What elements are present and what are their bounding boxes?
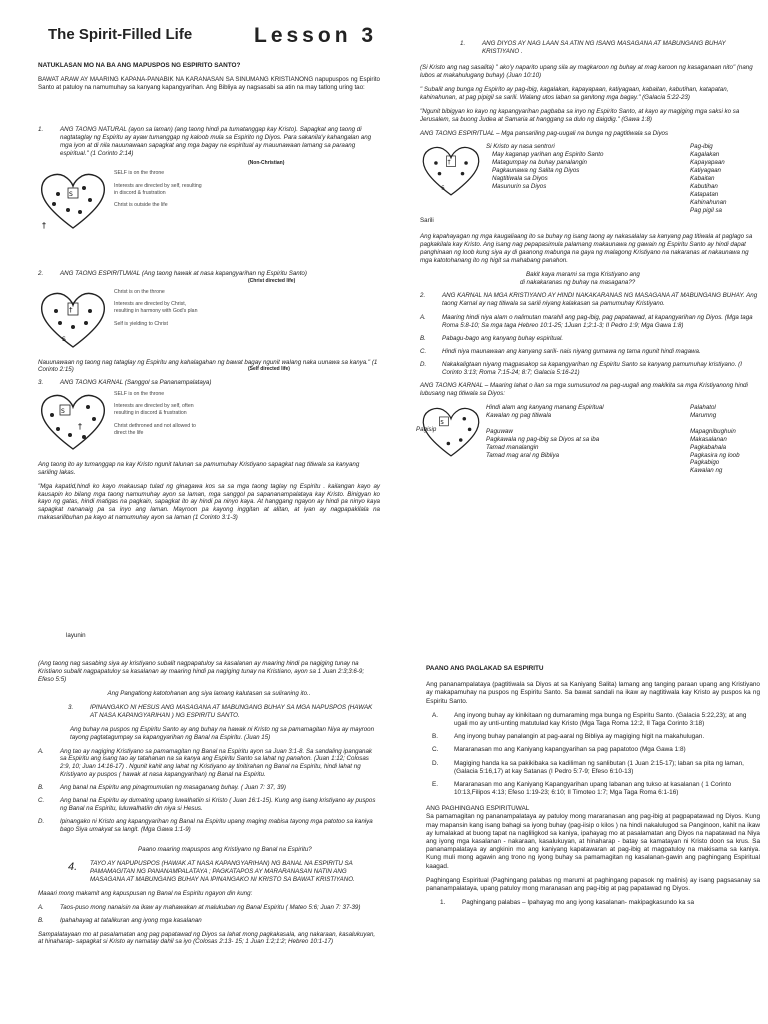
karnal-heading: ANG TAONG KARNAL – Maaring lahat o ilan sa mga sumusunod na pag-uugali ang makikita sa mga Kristiyanong hindi lubusang nag titiwala sa Diyos: [420, 381, 748, 397]
heart-diagram-natural [38, 170, 380, 232]
left-bottom-column [38, 660, 380, 952]
quote-juan: (Si Kristo ang nag sasalita) " ako'y naparito upang sila ay magkaroon ng buhay at mag karoon ng kasaganaan nito" (nang lubos at makahulugang buhay) (Juan 10:10) [420, 63, 753, 79]
svg-text:†: † [447, 159, 451, 167]
karnal-point-d: D. Nakakaligtaan niyang magpasakop sa kapangyarihan ng Espiritu Santo sa kanyang pamumuhay kristiyano. (I Corinto 3:13; Roma 7:15-24; 8:7; Galacia 5:16-21) [420, 361, 742, 376]
rb-point-b: B. Ang inyong buhay panalangin at pag-aaral ng Bibliya ay magiging higit na makahulugan. [432, 733, 705, 741]
question-center-2: di nakakaranas ng buhay na masagana?? [520, 278, 636, 286]
svg-text:†: † [69, 305, 73, 314]
item-natural: 1. ANG TAONG NATURAL (ayon sa laman) (ang taong hindi pa tumatanggap kay Kristo). Sapagkat ang taong di nagtataglay ng Espiritu ay ayaw tumanggap ng kaloob mula sa Espirito ng Diyos. Para sakanila'y kahangalan ang mga iyon at di nila nauunawaan sapagkat ang mga bagay na espiritual ay mauunawaan lamang sa paraang espiritual." (1 Corinto 2:14) [38, 126, 380, 158]
rb-point-a: A. Ang inyong buhay ay kinikitaan ng dumaraming mga bunga ng Espiritu Santo. (Galacia 5:22,23); at ang ugali mo ay unti-unting matutulad kay Kristo (Mga Taga Roma 12:2, II Taga Corinto 3:18) [432, 711, 747, 727]
item2-after: Nauunawaan ng taong nag tataglay ng Espiritu ang kahalagahan ng bawat bagay ngunit walang naka uunawa sa kanya." (1 Corinto 2:15) [38, 358, 378, 374]
item-espirituwal: 2. ANG TAONG ESPIRITUWAL (Ang taong hawak at nasa kapangyarihan ng Espiritu Santo) [38, 270, 307, 278]
right-item2: 2. ANG KARNAL NA MGA KRISTIYANO AY HINDI NAKAKARANAS NG MASAGANA AT MABUNGANG BUHAY. Ang taong Karnal ay nag titiwala sa sarili niyang kalakasan sa pamumuhay Kristiyano. [420, 292, 758, 308]
left-top-column [38, 62, 380, 528]
right-item1: 1. ANG DIYOS AY NAG LAAN SA ATIN NG ISANG MASAGANA AT MABUNGANG BUHAY KRISTIYANO . [460, 40, 726, 55]
rb-paghinga2: Paghingang Espiritual (Paghingang palabas ng marumi at paghingang papasok ng malinis) ay isang pagsasanay sa pananampalataya, upang patuloy mong maranasan ang pag-ibig at pag papatawad ng Diyos. [426, 876, 760, 892]
lb-item3-para: Ang buhay na puspos ng Espiritu Santo ay ang buhay na hawak ni Kristo ng sa pamamagitan Niya ay mayroon tayong pagtatagumpay sa kapangyarihan ng Banal na Espiritu. (Juan 15) [70, 725, 375, 741]
quote-gawa: "Ngunit bibigyan ko kayo ng kapangyarihan pagbaba sa inyo ng Espirito Santo, at kayo ay magiging mga saksi ko sa Jerusalem, sa buong Judea at Samaria at hanggang sa dulo ng daigdig." (Gawa 1:8) [420, 107, 740, 123]
lb-centered: Ang Pangatlong katotohanan ang siya lamang kalutasan sa suliraning ito.. [107, 689, 311, 697]
quote-galacia: " Subalit ang bunga ng Espirito ay pag-ibig, kagalakan, kapayapaan, katiyagaan, kabaitan, kabutihan, katapatan, kahinahunan, at pag pipigil sa sarili. Walang utos laban sa ganitong mga bagay." (Galacia 5:22-23) [420, 85, 729, 101]
svg-text:S: S [440, 419, 444, 426]
lb-point-d: D. Ipinangako ni Kristo ang kapangyarihan ng Banal na Espiritu upang maging mabisa tayong mga patotoo sa kaniya bago Siya umakyat sa langit. (Mga Gawa 1:1-9) [38, 818, 373, 833]
heart-diagram-carnal [38, 391, 380, 453]
heart-spiritual-labels: Christ is on the throne Interests are directed by Christ, resulting in harmony with God's plan Self is yielding to Christ [114, 288, 198, 327]
heart-natural-icon [38, 170, 108, 232]
right-top-column [416, 40, 760, 475]
heart-natural-labels: SELF is on the throne Interests are directed by self, resulting in discord & frustration Christ is outside the life [114, 170, 202, 209]
lb-item3: 3. IPINANGAKO NI HESUS ANG MASAGANA AT MABUNGANG BUHAY SA MGA NAPUSPOS (HAWAK AT NASA KAPANGYARIHAN ) NG ESPIRITU SANTO. [68, 703, 373, 719]
section-question: NATUKLASAN MO NA BA ANG MAPUSPOS NG ESPIRITO SANTO? [38, 62, 241, 69]
sarili-label: Sarili [420, 216, 434, 224]
lb-last: Sampalatayaan mo at pasalamatan ang pag papatawad ng Diyos sa lahat mong pagkakasala, ang nakaraan, kasalukuyan, at hinaharap- sapagkat si Kristo ay namatay dahil sa iyo (Colosas 2:13- 15; 1 Juan 1:2;1:2; Hebreo 10:1-17) [38, 930, 376, 946]
spirit-traits: Si Kristo ay nasa sentrori May kaganap yarihan ang Espirito Santo Matagumpay na buhay panalangin Pagkaunawa ng Salita ng Diyos Nagtitiwala sa Diyos Masunurin sa Diyos [486, 143, 604, 191]
lb-item4: 4. TAYO AY NAPUPUSPOS (HAWAK AT NASA KAPANGYARIHAN) NG BANAL NA ESPIRITU SA PAMAMAGITAN NG PANANAMPALATAYA ; PAGKATAPOS AY MARARANASAN NATIN ANG MASAGANA AT MABUNGANG BUHAY NA IPINANGAKO NI KRISTO SA BAWAT KRISTIYANO. [68, 859, 355, 883]
tag-self-directed: (Self directed life) [248, 366, 290, 373]
document-title: The Spirit-Filled Life [48, 26, 193, 43]
svg-text:†: † [78, 421, 82, 431]
carnal-fruits: Palahatol Marumng Mapagnibughuin Makasalanan Pagkabahala Pagkasira ng loob Pagkabigo Kawalan ng [690, 403, 740, 475]
svg-text:†: † [42, 221, 46, 231]
heart-spiritual-small-icon [420, 143, 482, 199]
lesson-heading: Lesson 3 [254, 24, 378, 47]
rb-point-d: D. Magiging handa ka sa pakikibaka sa kadiliman ng sanlibutan (1 Juan 2:15-17); laban sa pita ng laman, (Galacia 5:16,17) at kay Satanas (I Pedro 5:7-9; Efeso 6:10-13) [432, 759, 744, 775]
heart-diagram-spiritual [38, 289, 380, 351]
item3-after: Ang taong ito ay tumanggap na kay Kristo ngunit talunan sa pamumuhay Kristiyano sapagkat nag titiwala sa kanyang sariling lakas. [38, 460, 360, 476]
tag-non-christian: (Non-Christian) [248, 159, 285, 166]
carnal-traits: Hindi alam ang kanyang manang Espiritual Kawalan ng pag titiwala Paguwaw Pagkawala ng pag-ibig sa Diyos at sa iba Tamad manalangin Tamad mag aral ng Bibliya [486, 403, 604, 459]
rb-point-c: C. Mararanasan mo ang Kaniyang kapangyarihan sa pag papatotoo (Mga Gawa 1:8) [432, 746, 686, 754]
pagisip-label: Pagisip [416, 425, 437, 433]
lb-intro: (Ang taong nag sasabing siya ay kristiyano subalit nagpapatuloy sa kasalanan ay maaring hindi pa nagiging tunay na Kristiano subalit nagpapatuloy sa kasalanan ay maaring hindi pa nagiging tunay na Kristiano, ayon sa 1 Juan 2:3;3:6-9; Efeso 5:5) [38, 660, 365, 683]
karnal-point-c: C. Hindi niya maunawaan ang kanyang sarili- nais niyang gumawa ng tama ngunit hindi magawa. [420, 348, 701, 356]
spirit-fruits: Pag-ibig Kagalakan Kapayapaan Katiyagaan Kabaitan Kabutihan Katapatan Kahinahunan Pag pigil sa [690, 143, 727, 214]
lb2-point-a: A. Taos-puso mong nanaisin na ikaw ay mahawakan at malukuban ng Banal Espiritu ( Mateo 5:6; Juan 7: 37-39) [38, 903, 361, 911]
lb-ngayon: Maaari mong makamit ang kapuspusan ng Banal na Espiritu ngayon din kung: [38, 889, 253, 897]
lb-question: Paano maaring mapuspos ang Kristiyano ng Banal na Espiritu? [138, 845, 312, 853]
karnal-point-a: A. Maaring hindi niya alam o nalimutan marahil ang pag-ibig, pag papatawad, at kapangyarihan ng Diyos. (Mga taga Roma 5:8-10; Sa mga taga Hebreo 10:1-25; 1Juan 1;2:1-3; II Pedro 1:9; Mga Gawa 1:8) [420, 314, 753, 330]
rb-paghinga-heading: ANG PAGHINGANG ESPIRITUWAL [426, 805, 530, 813]
rb-last: 1. Paghingang palabas – Ipahayag mo ang iyong kasalanan- makipagkasundo ka sa [440, 899, 695, 907]
right-bottom-column [426, 665, 760, 912]
rb-heading: PAANO ANG PAGLAKAD SA ESPIRITU [426, 665, 544, 672]
footer-word: layunin [66, 632, 86, 639]
espiritual-heading: ANG TAONG ESPIRITUAL – Mga pansariling pag-uugali na bunga ng pagtitiwala sa Diyos [420, 129, 669, 137]
carnal-diagram [416, 403, 760, 476]
item-natural-text: ANG TAONG NATURAL (ayon sa laman) (ang taong hindi pa tumatanggap kay Kristo). Sapagkat ang taong di nagtataglay ng Espiritu ay ayaw tumanggap ng kaloob mula sa Espirito ng Diyos. Para sakanila'y kahangalan ang mga iyon at di nila nauunawaan sapagkat ang mga bagay na espiritual ay mauunawaan lamang sa paraang espiritual." (1 Corinto 2:14) [60, 126, 372, 157]
question-center-1: Bakit kaya marami sa mga Kristiyano ang [526, 270, 640, 278]
svg-text:S: S [441, 186, 445, 193]
spiritual-diagram [420, 143, 760, 214]
tag-christ-directed: (Christ directed life) [248, 278, 296, 285]
espiritual-paragraph: Ang kapahayagan ng mga kaugaliaang ito sa buhay ng isang taong ay nakasalalay sa kanyang pag titiwala at paglago sa pagkakilala kay Kristo. Ang isang nag pepapasimula palamang makaunawa ng gawain ng Espiritu Santo ay hindi dapat panghinaan ng loob kung siya ay di gaanong mabunga na gaya ng malagong Kristiyano na nakaranas at nakaunawa ng mga katotohanang ito ng higit sa mahabang panahon. [420, 232, 753, 264]
svg-text:S: S [61, 407, 65, 415]
svg-text:S: S [69, 191, 73, 199]
corinto-quote: "Mga kapatid,hindi ko kayo makausap tulad ng ginagawa kos sa sa mga taong taglay ng Espiritu . kailangan kayo ay kausapin ko bilang mga taong namumuhay ayon sa laman, mga sanggol pa sapananampalataya kay Kristo. Binigyan ko kayo ng gatas, hindi matigas na pagkain, sapagkat ito ay hindi pa ninyo kaya. At hanggang ngayon ay hindi pa ninyo kaya sapagkat nananaig pa sa inyo ang laman. Mayroon pa kayong inggitan at alitan, at iyan ay nagpapakilala na makasarilibuhan pa kayo at namumuhay ayon sa laman (1 Corinto 3:1-3) [38, 482, 380, 522]
item-karnal: 3. ANG TAONG KARNAL (Sanggol sa Pananampalataya) [38, 378, 212, 386]
lb-point-c: C. Ang banal na Espiritu ay dumating upang luwalhatiin si Kristo ( Juan 16:1-15). Kung ang isang kristiyano ay puspos ng Banal na Espiritu, luluwalhatiin din niya si Hesus. [38, 797, 376, 813]
karnal-point-b: B. Pabagu-bago ang kanyang buhay espiritual. [420, 335, 564, 343]
lb-point-a: A. Ang tao ay nagiging Kristiyano sa pamamagitan ng Banal na Espiritu ayon sa Juan 3:1-8. Sa sandaling ipanganak sa Espiritu ang isang tao ay tatahanan na sa kanya ang Espiritu Santo sa lahat ng panahon. (Juan 1:12; Colosas 2:9, 10; Juan 14:16-17) . Ngunit kahit ang lahat ng Kristiyano ay tinitirahan ng Banal na Espiritu, hindi lahat ng Kristiyano ay puspos ( hawak at nasa kapangyarihan) ng Banal na Espiritu. [38, 747, 372, 779]
rb-point-e: E. Mararanasan mo ang Kaniyang Kapangyarihan upang labanan ang tukso at kasalanan ( 1 Corinto 10:13,Filipos 4:13; Efeso 1:19-23; 6:10; II Timoteo 1:7; Mga Taga Roma 6:1-16) [432, 780, 732, 797]
heart-carnal-icon [38, 391, 108, 453]
rb-paghinga: Sa pamamagitan ng pananampalataya ay patuloy mong mararanasan ang pag-ibig at pagpapatawad ng Diyos. Kung may mapansin kang isang bahagi sa iyong buhay (pag-iisip o kilos ) na hindi nakalulugod sa Panginoon, kahit na ikaw ay lumalakad at buong tapat na nagliligkod sa kaniya, ipahayag mo at pasalamatan ang Diyos na napatawad na Niya ang iyong mga kasalanan - nakaraan, kasalukuyan, at hinaharap - batay sa kamatayan ni Kristo doon sa krus. Sa pananampalataya ay angkinin mo ang kaniyang kapatawaran at pag-ibig at magpatuloy na makisama sa kaniya. Kung muli mong agawin ang trono ng iyong buhay sa pamamagitan ng kasalanan-gawin ang paghingang Espiritual kaagad. [426, 813, 760, 870]
lb2-point-b: B. Ipahahayag at tatalikuran ang iyong mga kasalanan [38, 916, 202, 924]
heart-spiritual-icon [38, 289, 108, 351]
lb-point-b: B. Ang banal na Espiritu ang pinagmumulan ng masaganang buhay. ( Juan 7: 37, 39) [38, 784, 286, 792]
svg-text:S: S [62, 335, 66, 343]
rb-intro: Ang pananampalataya (pagtitiwala sa Diyos at sa Kaniyang Salita) lamang ang tanging paraan upang ang Kristiyano ay makapamuhay na puspos ng Espiritu Santo. Sa bawat sandali na ikaw ay nagtitiwala kay Kristo ay puspos ka ng Espiritu Santo. [426, 681, 760, 705]
heart-carnal-labels: SELF is on the throne Interests are directed by self, often resulting in discord & frustration Christ dethroned and not allowed to direct the life [114, 390, 196, 436]
intro-paragraph: BAWAT ARAW AY MAARING KAPANA-PANABIK NA KARANASAN SA SINUMANG KRISTIANONG napupuspos ng Espirito Santo at patuloy na namumuhay sa kanyang kapangyarihan. Ang Bibliya ay nagsasabi sa atin na may tatlong uring tao: [38, 76, 380, 92]
